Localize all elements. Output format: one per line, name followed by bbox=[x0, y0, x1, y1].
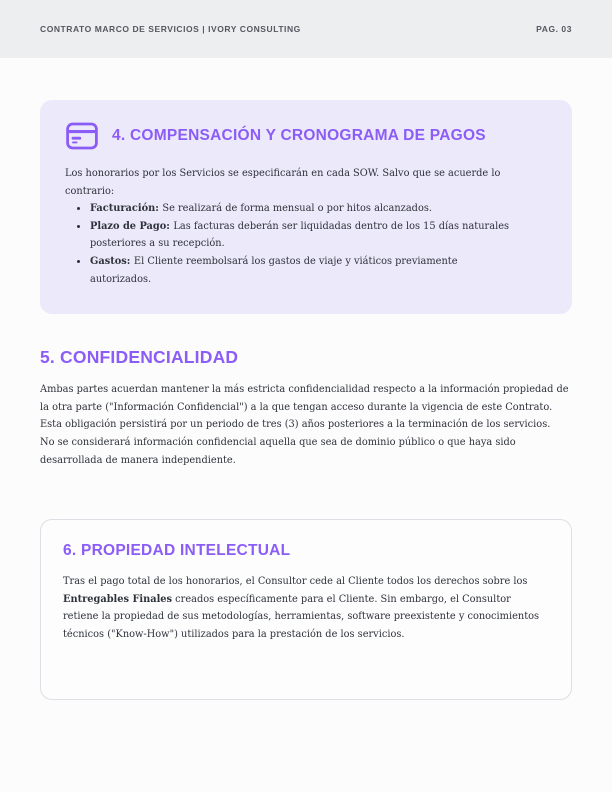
payment-terms-list bbox=[65, 200, 547, 288]
bullet-text: Se realizará de forma mensual o por hitos alcanzados. bbox=[162, 203, 432, 215]
section-5-paragraph: Ambas partes acuerdan mantener la más estricta confidencialidad respecto a la información propiedad de la otra parte ("Información Confidencial") a la que tengan acceso durante la vigencia de este Contrato. Esta obligación persistirá por un periodo de tres (3) años posteriores a la terminación de los servicios. bbox=[40, 384, 569, 431]
section-4-intro: Los honorarios por los Servicios se especificarán en cada SOW. Salvo que se acuerde lo contrario: bbox=[65, 168, 501, 197]
section-6-title: 6. PROPIEDAD INTELECTUAL bbox=[63, 542, 291, 560]
section-5-title: 5. CONFIDENCIALIDAD bbox=[40, 347, 239, 368]
credit-card-icon bbox=[65, 121, 99, 151]
body-text: creados específicamente para el Cliente. Sin embargo, el Consultor retiene la propiedad de sus metodologías, herramientas, software preexistente y conocimientos técnicos ("Know-How") utilizados para la prestación de los servicios. bbox=[63, 593, 540, 640]
bullet-label: Plazo de Pago: bbox=[90, 220, 170, 232]
section-6-paragraph bbox=[63, 573, 549, 643]
intellectual-property-card bbox=[40, 519, 572, 699]
document-body bbox=[0, 100, 612, 700]
document-title: CONTRATO MARCO DE SERVICIOS | IVORY CONSULTING bbox=[40, 24, 301, 34]
compensation-card bbox=[40, 100, 572, 314]
bullet-label: Facturación: bbox=[90, 203, 159, 215]
page-number: PAG. 03 bbox=[536, 24, 572, 34]
bullet-label: Gastos: bbox=[90, 255, 131, 267]
list-item bbox=[89, 218, 520, 253]
page-header bbox=[0, 0, 612, 58]
list-item bbox=[89, 253, 520, 288]
section-4-title: 4. COMPENSACIÓN Y CRONOGRAMA DE PAGOS bbox=[112, 127, 486, 144]
bullet-text: Las facturas deberán ser liquidadas dentro de los 15 días naturales posteriores a su recepción. bbox=[90, 220, 510, 250]
section-5-paragraph: No se considerará información confidencial aquella que sea de dominio público o que haya sido desarrollada de manera independiente. bbox=[40, 436, 516, 466]
compensation-card-header bbox=[65, 121, 547, 151]
bullet-text: El Cliente reembolsará los gastos de viaje y viáticos previamente autorizados. bbox=[90, 255, 458, 285]
list-item bbox=[89, 200, 520, 218]
body-text: Tras el pago total de los honorarios, el Consultor cede al Cliente todos los derechos sobre los bbox=[63, 576, 528, 588]
body-bold-term: Entregables Finales bbox=[63, 593, 173, 605]
